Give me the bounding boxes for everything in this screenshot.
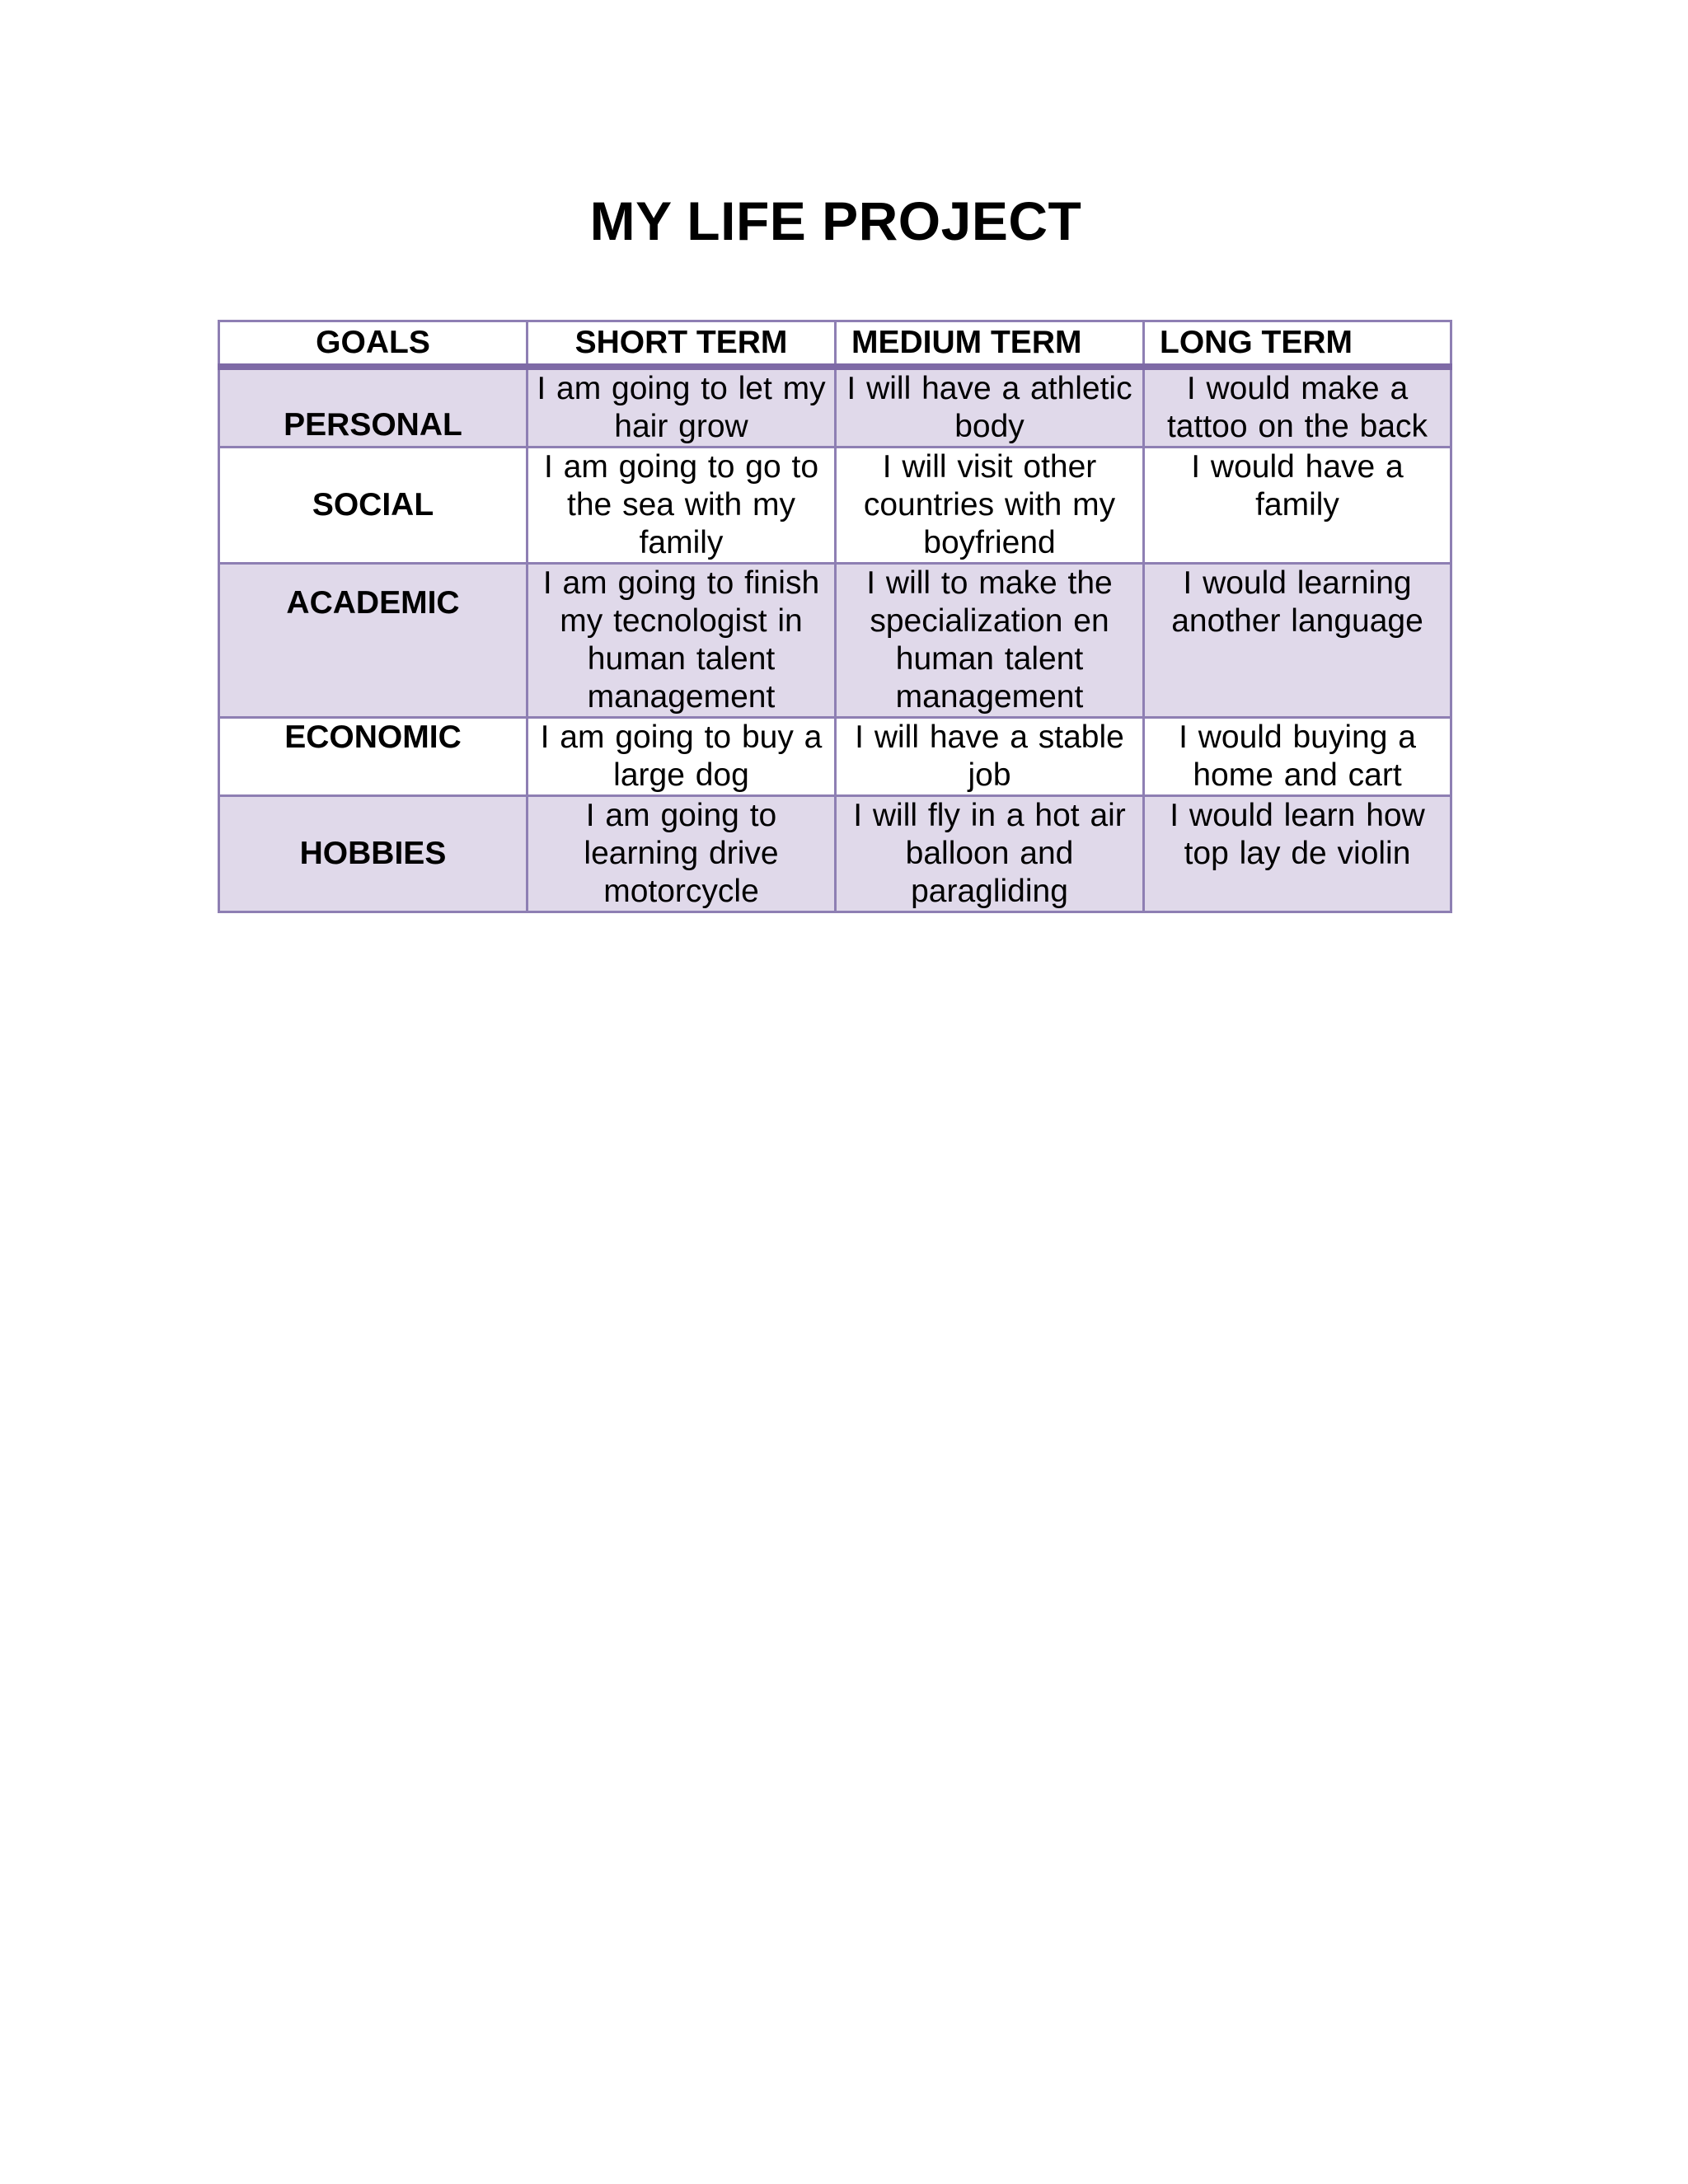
cell-hobbies-long: I would learn how top lay de violin bbox=[1144, 796, 1451, 912]
header-goals: GOALS bbox=[219, 321, 528, 368]
row-label-hobbies: HOBBIES bbox=[219, 796, 528, 912]
table-row-personal bbox=[219, 367, 1451, 448]
header-short-term: SHORT TERM bbox=[528, 321, 836, 368]
table-row-social bbox=[219, 448, 1451, 564]
page-title: MY LIFE PROJECT bbox=[589, 190, 1082, 251]
cell-academic-short: I am going to finish my tecnologist in human talent management bbox=[528, 564, 836, 718]
cell-hobbies-short: I am going to learning drive motorcycle bbox=[528, 796, 836, 912]
header-long-term: LONG TERM bbox=[1144, 321, 1451, 368]
cell-social-short: I am going to go to the sea with my family bbox=[528, 448, 836, 564]
table-header-row bbox=[219, 321, 1451, 368]
cell-economic-medium: I will have a stable job bbox=[836, 718, 1144, 796]
cell-academic-long: I would learning another language bbox=[1144, 564, 1451, 718]
table-row-academic bbox=[219, 564, 1451, 718]
cell-economic-long: I would buying a home and cart bbox=[1144, 718, 1451, 796]
row-label-academic: ACADEMIC bbox=[219, 564, 528, 718]
cell-economic-short: I am going to buy a large dog bbox=[528, 718, 836, 796]
cell-personal-short: I am going to let my hair grow bbox=[528, 367, 836, 448]
cell-social-long: I would have a family bbox=[1144, 448, 1451, 564]
cell-hobbies-medium: I will fly in a hot air balloon and paragliding bbox=[836, 796, 1144, 912]
table-row-hobbies bbox=[219, 796, 1451, 912]
row-label-personal: PERSONAL bbox=[219, 367, 528, 448]
row-label-social: SOCIAL bbox=[219, 448, 528, 564]
cell-academic-medium: I will to make the specialization en human talent management bbox=[836, 564, 1144, 718]
row-label-economic: ECONOMIC bbox=[219, 718, 528, 796]
cell-personal-medium: I will have a athletic body bbox=[836, 367, 1144, 448]
table-row-economic bbox=[219, 718, 1451, 796]
header-medium-term: MEDIUM TERM bbox=[836, 321, 1144, 368]
cell-social-medium: I will visit other countries with my boyfriend bbox=[836, 448, 1144, 564]
goals-table bbox=[218, 320, 1452, 913]
cell-personal-long: I would make a tattoo on the back bbox=[1144, 367, 1451, 448]
